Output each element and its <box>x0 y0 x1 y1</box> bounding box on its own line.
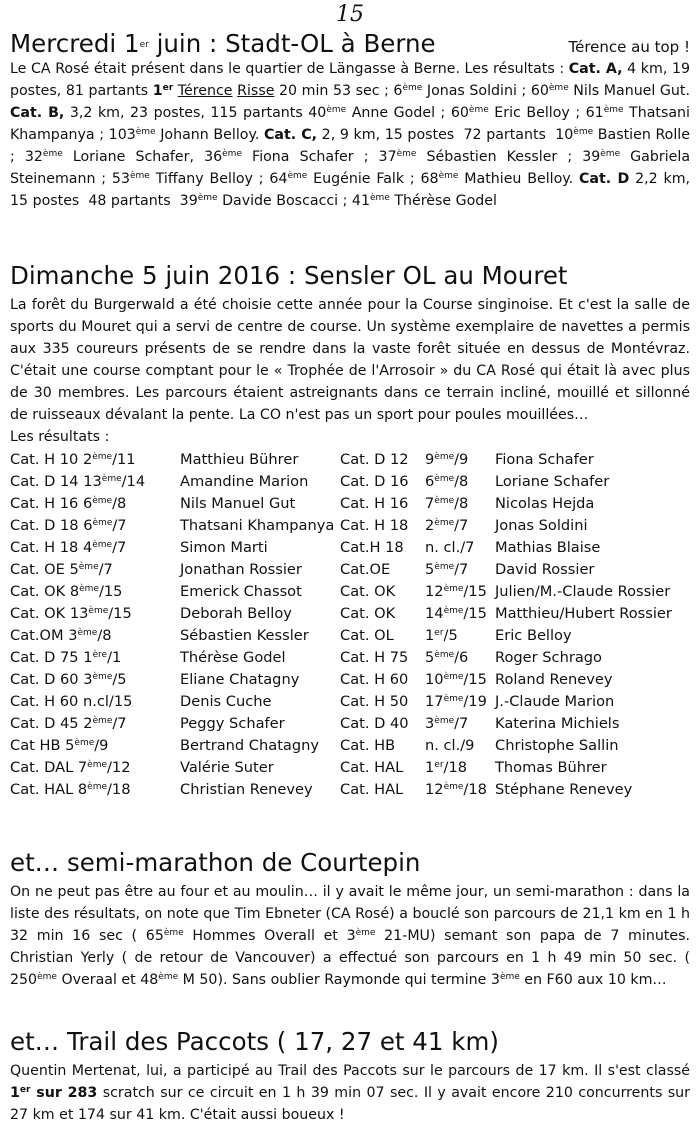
results-cell-category-rank-left: Cat. DAL 7ème/12 <box>10 758 131 776</box>
results-cell-category-rank-left: Cat. H 16 6ème/8 <box>10 494 127 512</box>
results-cell-rank-right: 12ème/18 <box>425 780 487 798</box>
results-cell-name-right: Christophe Sallin <box>495 736 619 754</box>
results-cell-name-right: Roland Renevey <box>495 670 613 688</box>
results-row <box>10 690 690 712</box>
results-cell-name-left: Bertrand Chatagny <box>180 736 320 754</box>
results-cell-rank-right: n. cl./9 <box>425 736 475 754</box>
results-row <box>10 734 690 756</box>
results-cell-category-rank-left: Cat. OK 8ème/15 <box>10 582 123 600</box>
results-row <box>10 536 690 558</box>
results-cell-category-rank-left: Cat. D 45 2ème/7 <box>10 714 127 732</box>
section-title-3: et… semi-marathon de Courtepin <box>10 848 421 877</box>
results-cell-rank-right: 9ème/9 <box>425 450 469 468</box>
results-cell-rank-right: 7ème/8 <box>425 494 469 512</box>
results-cell-category-right: Cat. HB <box>340 736 396 754</box>
results-cell-name-left: Valérie Suter <box>180 758 274 776</box>
results-row <box>10 580 690 602</box>
results-cell-category-rank-left: Cat. HAL 8ème/18 <box>10 780 131 798</box>
results-cell-category-rank-left: Cat. D 14 13ème/14 <box>10 472 146 490</box>
results-cell-category-right: Cat. D 12 <box>340 450 409 468</box>
results-cell-name-right: Stéphane Renevey <box>495 780 633 798</box>
section-stadt-ol-berne <box>10 30 690 212</box>
results-cell-rank-right: 3ème/7 <box>425 714 469 732</box>
section-semi-marathon <box>10 849 690 991</box>
results-row <box>10 624 690 646</box>
results-table <box>10 448 690 800</box>
results-cell-name-right: Loriane Schafer <box>495 472 610 490</box>
results-cell-category-right: Cat. OK <box>340 582 396 600</box>
results-cell-category-rank-left: Cat. D 60 3ème/5 <box>10 670 127 688</box>
results-cell-category-right: Cat. H 18 <box>340 516 409 534</box>
results-cell-name-left: Deborah Belloy <box>180 604 292 622</box>
results-cell-name-left: Eliane Chatagny <box>180 670 300 688</box>
results-cell-category-rank-left: Cat. H 10 2ème/11 <box>10 450 136 468</box>
results-row <box>10 470 690 492</box>
section-title-1 <box>10 30 690 58</box>
results-cell-category-right: Cat. HAL <box>340 758 404 776</box>
results-cell-rank-right: 17ème/19 <box>425 692 487 710</box>
results-cell-category-right: Cat. H 60 <box>340 670 409 688</box>
section-1-body: Le CA Rosé était présent dans le quartier de Längasse à Berne. Les résultats : Cat. A, 4 km, 19 postes, 81 partants 1er Térence Risse 20 min 53 sec ; 6ème Jonas Soldini ; 60ème Nils Manuel Gut. Cat. B, 3,2 km, 23 postes, 115 partants 40ème Anne Godel ; 60ème Eric Belloy ; 61ème Thatsani Khampanya ; 103ème Johann Belloy. Cat. C, 2, 9 km, 15 postes 72 partants 10ème Bastien Rolle ; 32ème Loriane Schafer, 36ème Fiona Schafer ; 37ème Sébastien Kessler ; 39ème Gabriela Steinemann ; 53ème Tiffany Belloy ; 64ème Eugénie Falk ; 68ème Mathieu Belloy. Cat. D 2,2 km, 15 postes 48 partants 39ème Davide Boscacci ; 41ème Thérèse Godel <box>10 61 691 209</box>
results-cell-name-right: Nicolas Hejda <box>495 494 595 512</box>
results-cell-name-left: Emerick Chassot <box>180 582 302 600</box>
results-cell-name-left: Simon Marti <box>180 538 268 556</box>
section-title-4: et… Trail des Paccots ( 17, 27 et 41 km) <box>10 1027 499 1056</box>
results-cell-category-right: Cat. H 16 <box>340 494 409 512</box>
page-number: 15 <box>336 2 364 27</box>
section-4-body: Quentin Mertenat, lui, a participé au Trail des Paccots sur le parcours de 17 km. Il s'est classé 1er sur 283 scratch sur ce circuit en 1 h 39 min 07 sec. Il y avait encore 210 concurrents sur 27 km et 174 sur 41 km. C'était aussi boueux ! <box>10 1063 690 1123</box>
results-cell-name-left: Denis Cuche <box>180 692 272 710</box>
results-row <box>10 778 690 800</box>
results-row <box>10 514 690 536</box>
results-row <box>10 602 690 624</box>
results-cell-name-right: Thomas Bührer <box>495 758 607 776</box>
results-cell-name-right: Julien/M.-Claude Rossier <box>495 582 671 600</box>
results-cell-rank-right: 14ème/15 <box>425 604 487 622</box>
results-cell-name-right: Katerina Michiels <box>495 714 620 732</box>
results-cell-category-rank-left: Cat. D 75 1ère/1 <box>10 648 122 666</box>
results-cell-category-rank-left: Cat HB 5ème/9 <box>10 736 109 754</box>
results-cell-category-right: Cat. OK <box>340 604 396 622</box>
results-cell-rank-right: 5ème/7 <box>425 560 469 578</box>
results-cell-name-left: Nils Manuel Gut <box>180 494 296 512</box>
section-trail-paccots <box>10 1028 690 1126</box>
results-cell-name-right: Matthieu/Hubert Rossier <box>495 604 672 622</box>
results-cell-category-rank-left: Cat. D 18 6ème/7 <box>10 516 127 534</box>
section-title-1-tag: Térence au top ! <box>568 38 690 56</box>
section-2-body: La forêt du Burgerwald a été choisie cette année pour la Course singinoise. Et c'est la salle de sports du Mouret qui a servi de centre de course. Un système exemplaire de navettes a permis aux 335 coureurs présents de se rendre dans la vaste forêt située en dessus de Montévraz. C'était une course comptant pour le « Trophée de l'Arrosoir » du CA Rosé qui était là avec plus de 30 membres. Les parcours étaient astreignants dans ce terrain incliné, mouillé et sillonné de ruisseaux dévalant la pente. La CO n'est pas un sport pour poules mouillées… <box>10 297 690 423</box>
results-cell-name-left: Matthieu Bührer <box>180 450 299 468</box>
results-cell-name-left: Sébastien Kessler <box>180 626 309 644</box>
results-cell-rank-right: 12ème/15 <box>425 582 487 600</box>
results-cell-rank-right: 6ème/8 <box>425 472 469 490</box>
results-row <box>10 756 690 778</box>
results-cell-category-right: Cat. OL <box>340 626 394 644</box>
section-sensler-ol <box>10 262 690 800</box>
results-cell-name-right: Mathias Blaise <box>495 538 601 556</box>
results-cell-category-right: Cat.H 18 <box>340 538 404 556</box>
results-cell-category-rank-left: Cat. OK 13ème/15 <box>10 604 132 622</box>
results-cell-category-right: Cat. HAL <box>340 780 404 798</box>
results-cell-rank-right: 1er/18 <box>425 758 468 776</box>
section-title-2: Dimanche 5 juin 2016 : Sensler OL au Mouret <box>10 261 568 290</box>
section-title-1-main: Mercredi 1er juin : Stadt-OL à Berne <box>10 29 436 58</box>
results-cell-category-right: Cat. D 40 <box>340 714 409 732</box>
results-cell-rank-right: n. cl./7 <box>425 538 475 556</box>
results-cell-name-left: Peggy Schafer <box>180 714 285 732</box>
results-cell-rank-right: 10ème/15 <box>425 670 487 688</box>
results-cell-name-left: Amandine Marion <box>180 472 309 490</box>
results-cell-category-rank-left: Cat. OE 5ème/7 <box>10 560 113 578</box>
results-cell-name-right: J.-Claude Marion <box>495 692 615 710</box>
results-cell-name-right: Fiona Schafer <box>495 450 594 468</box>
results-cell-rank-right: 2ème/7 <box>425 516 469 534</box>
results-row <box>10 646 690 668</box>
results-cell-category-right: Cat. H 75 <box>340 648 409 666</box>
results-cell-category-rank-left: Cat. H 18 4ème/7 <box>10 538 127 556</box>
results-cell-category-rank-left: Cat.OM 3ème/8 <box>10 626 112 644</box>
results-cell-name-left: Jonathan Rossier <box>180 560 302 578</box>
results-row <box>10 558 690 580</box>
results-cell-rank-right: 5ème/6 <box>425 648 469 666</box>
results-cell-name-right: Roger Schrago <box>495 648 602 666</box>
results-cell-category-right: Cat.OE <box>340 560 391 578</box>
results-label: Les résultats : <box>10 429 110 445</box>
results-row <box>10 712 690 734</box>
section-3-body: On ne peut pas être au four et au moulin… il y avait le même jour, un semi-marathon : dans la liste des résultats, on note que Tim Ebneter (CA Rosé) a bouclé son parcours de 21,1 km en 1 h 32 min 16 sec ( 65ème Hommes Overall et 3ème 21-MU) semant son papa de 7 minutes. Christian Yerly ( de retour de Vancouver) a effectué son parcours en 1 h 49 min 50 sec. ( 250ème Overaal et 48ème M 50). Sans oublier Raymonde qui termine 3ème en F60 aux 10 km… <box>10 884 690 988</box>
results-cell-name-right: David Rossier <box>495 560 595 578</box>
results-row <box>10 492 690 514</box>
results-row <box>10 668 690 690</box>
results-row <box>10 448 690 470</box>
results-cell-category-rank-left: Cat. H 60 n.cl/15 <box>10 692 133 710</box>
results-cell-category-right: Cat. H 50 <box>340 692 409 710</box>
results-cell-name-left: Christian Renevey <box>180 780 313 798</box>
results-cell-name-left: Thérèse Godel <box>180 648 286 666</box>
results-cell-name-left: Thatsani Khampanya <box>180 516 335 534</box>
results-cell-name-right: Jonas Soldini <box>495 516 588 534</box>
results-cell-category-right: Cat. D 16 <box>340 472 409 490</box>
results-cell-name-right: Eric Belloy <box>495 626 572 644</box>
results-cell-rank-right: 1er/5 <box>425 626 458 644</box>
